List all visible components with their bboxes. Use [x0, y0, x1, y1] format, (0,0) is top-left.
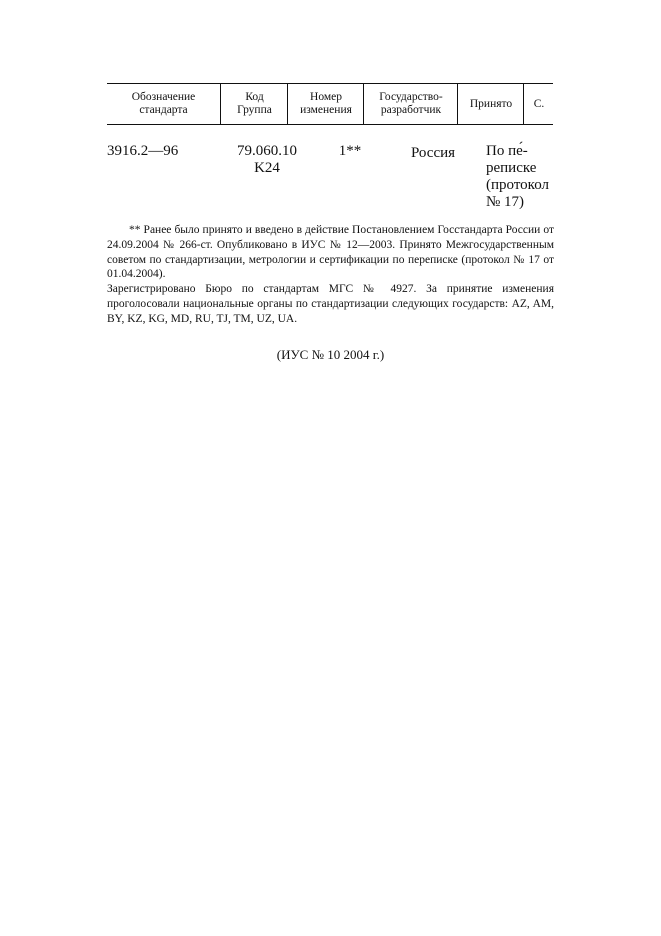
notes-block — [107, 223, 554, 327]
cell-code: 79.060.10 K24 — [237, 143, 297, 176]
cell-developer: Россия — [410, 145, 456, 161]
cell-accepted: По пе́- реписке (протокол № 17) — [486, 143, 549, 210]
table-header — [107, 83, 553, 125]
header-change-number: Номер изменения — [287, 84, 364, 124]
header-code: Код Группа — [220, 84, 288, 124]
source-reference: (ИУС № 10 2004 г.) — [276, 347, 385, 362]
header-page: С. — [523, 84, 554, 124]
cell-change-number: 1** — [338, 143, 362, 159]
registration-note: Зарегистрировано Бюро по стандартам МГС № 4927. За принятие изменения проголосовали национальные органы по стандартизации следующих государств: AZ, AM, BY, KZ, KG, MD, RU, TJ, TM, UZ, UA. — [107, 283, 554, 325]
cell-designation: 3916.2—96 — [107, 143, 179, 159]
header-designation: Обозначение стандарта — [131, 91, 196, 116]
header-developer: Государство- разработчик — [363, 84, 458, 124]
footnote: ** Ранее было принято и введено в действие Постановлением Госстандарта России от 24.09.2004 № 266-ст. Опубликовано в ИУС № 12—2003. Принято Межгосударственным советом по стандартизации, метрологии и сертификации по переписке (протокол № 17 от 01.04.2004). — [107, 224, 554, 281]
header-accepted: Принято — [457, 84, 524, 124]
